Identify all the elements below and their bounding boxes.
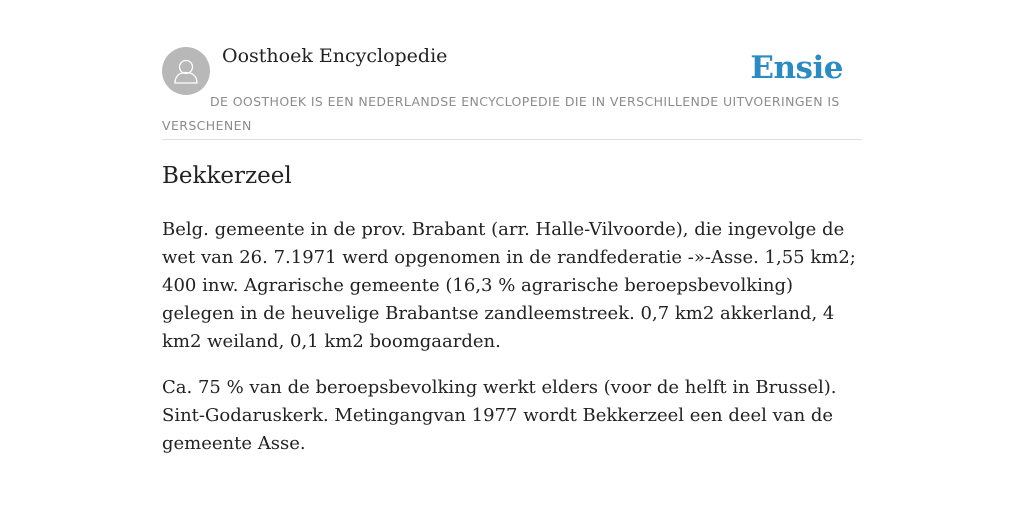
article-paragraph: Ca. 75 % van de beroepsbevolking werkt elders (voor de helft in Brussel). Sint-Godaruskerk. Metingangvan 1977 wordt Bekkerzeel een deel van de gemeente Asse. [162, 377, 837, 454]
source-name[interactable]: Oosthoek Encyclopedie [222, 45, 448, 67]
brand-logo[interactable]: Ensie [750, 50, 843, 86]
article-title: Bekkerzeel [162, 163, 292, 189]
user-icon[interactable] [162, 47, 210, 95]
divider [162, 139, 862, 140]
article-body [162, 216, 862, 476]
article-paragraph: Belg. gemeente in de prov. Brabant (arr. Halle-Vilvoorde), die ingevolge de wet van 26. 7.1971 werd opgenomen in de randfederatie -»-Asse. 1,55 km2; 400 inw. Agrarische gemeente (16,3 % agrarische beroepsbevolking) gelegen in de heuvelige Brabantse zandleemstreek. 0,7 km2 akkerland, 4 km2 weiland, 0,1 km2 boomgaarden. [162, 219, 856, 352]
source-description: DE OOSTHOEK IS EEN NEDERLANDSE ENCYCLOPEDIE DIE IN VERSCHILLENDE UITVOERINGEN IS VERSCHENEN [162, 94, 840, 133]
